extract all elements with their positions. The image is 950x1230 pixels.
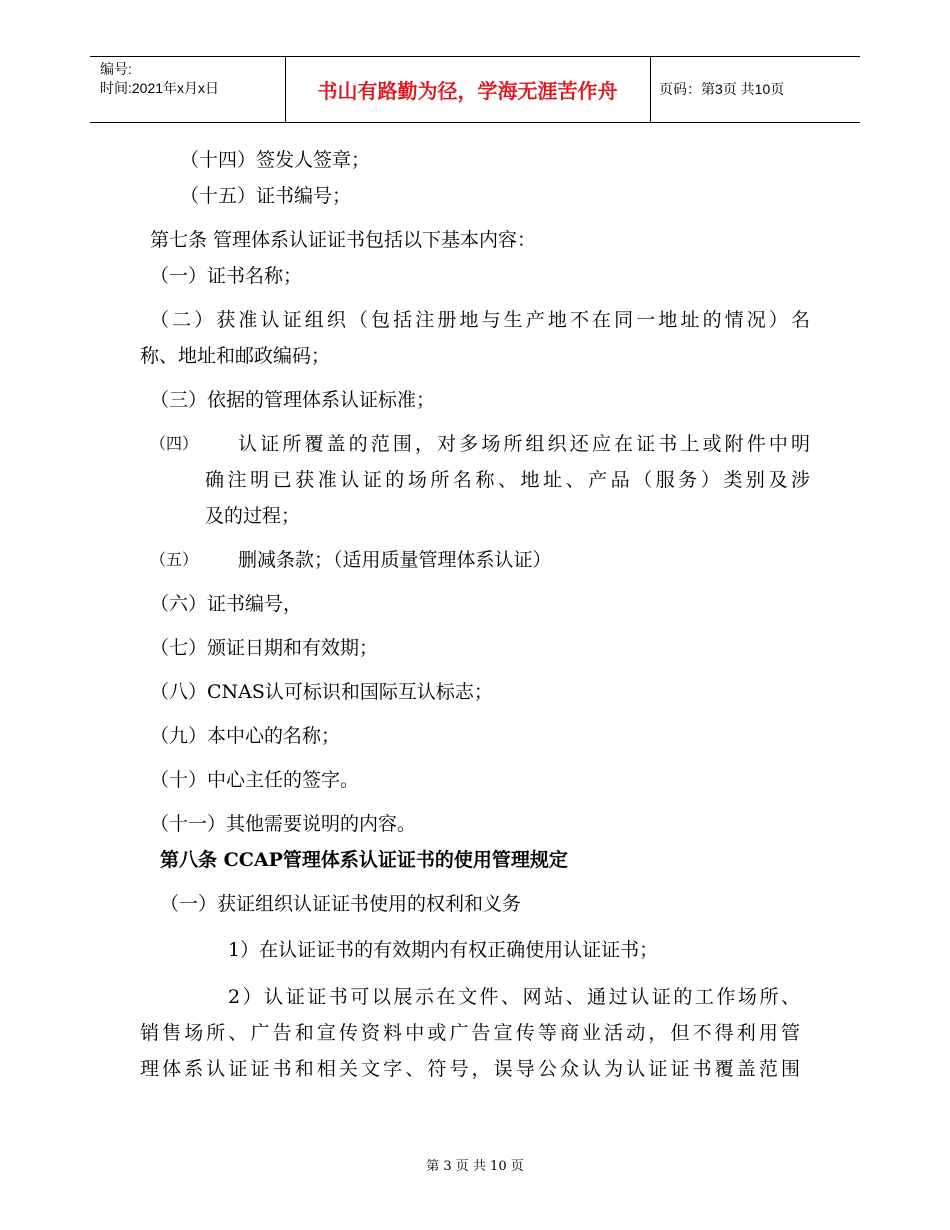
header-divider-right <box>650 56 651 122</box>
page-footer: 第 3 页 共 10 页 <box>426 1159 524 1174</box>
article-seven-item-6: （六）证书编号， <box>150 593 303 615</box>
article-seven-item-8: （八）CNAS认可标识和国际互认标志； <box>150 681 493 703</box>
item-fifteen: （十五）证书编号； <box>180 185 352 207</box>
article-seven-item-7: （七）颁证日期和有效期； <box>150 637 379 659</box>
article-eight-section-1: （一）获证组织认证证书使用的权利和义务 <box>160 893 522 915</box>
article-eight-point-2-line-3: 理体系认证证书和相关文字、符号，误导公众认为认证证书覆盖范围 <box>140 1058 800 1080</box>
article-seven-item-4-number: （四） <box>150 434 199 453</box>
header-slogan: 书山有路勤为径，学海无涯苦作舟 <box>317 79 618 103</box>
article-eight-heading: 第八条 CCAP管理体系认证证书的使用管理规定 <box>160 849 568 871</box>
header-bottom-rule <box>90 122 860 123</box>
article-seven-item-3: （三）依据的管理体系认证标准； <box>150 389 436 411</box>
article-seven-item-2-line-1: （二）获准认证组织（包括注册地与生产地不在同一地址的情况）名 <box>150 309 810 331</box>
article-seven-item-2-line-2: 称、地址和邮政编码； <box>140 345 331 367</box>
article-seven-item-9: （九）本中心的名称； <box>150 725 341 747</box>
document-time-label: 时间:2021年x月x日 <box>100 80 220 96</box>
article-eight-point-2-line-2: 销售场所、广告和宣传资料中或广告宣传等商业活动，但不得利用管 <box>140 1022 800 1044</box>
article-seven-item-5: 删减条款；（适用质量管理体系认证） <box>238 549 552 571</box>
article-seven-item-11: （十一）其他需要说明的内容。 <box>150 813 417 835</box>
article-seven-item-1: （一）证书名称； <box>150 265 303 287</box>
article-seven-item-4-line-3: 及的过程； <box>205 505 301 527</box>
article-eight-point-1: 1）在认证证书的有效期内有权正确使用认证证书； <box>228 939 659 961</box>
article-eight-point-2-line-1: 2）认证证书可以展示在文件、网站、通过认证的工作场所、 <box>228 986 800 1008</box>
article-seven-item-4-line-2: 确注明已获准认证的场所名称、地址、产品（服务）类别及涉 <box>205 469 810 491</box>
article-seven-item-4-line-1: 认证所覆盖的范围，对多场所组织还应在证书上或附件中明 <box>238 433 810 455</box>
document-number-label: 编号: <box>100 61 132 77</box>
item-fourteen: （十四）签发人签章； <box>180 149 371 171</box>
header-page-info: 页码：第3页 共10页 <box>659 81 785 97</box>
article-seven-item-5-number: （五） <box>150 550 199 569</box>
article-seven-item-10: （十）中心主任的签字。 <box>150 769 360 791</box>
header-top-rule <box>90 56 860 57</box>
article-seven-heading: 第七条 管理体系认证证书包括以下基本内容： <box>150 229 537 251</box>
